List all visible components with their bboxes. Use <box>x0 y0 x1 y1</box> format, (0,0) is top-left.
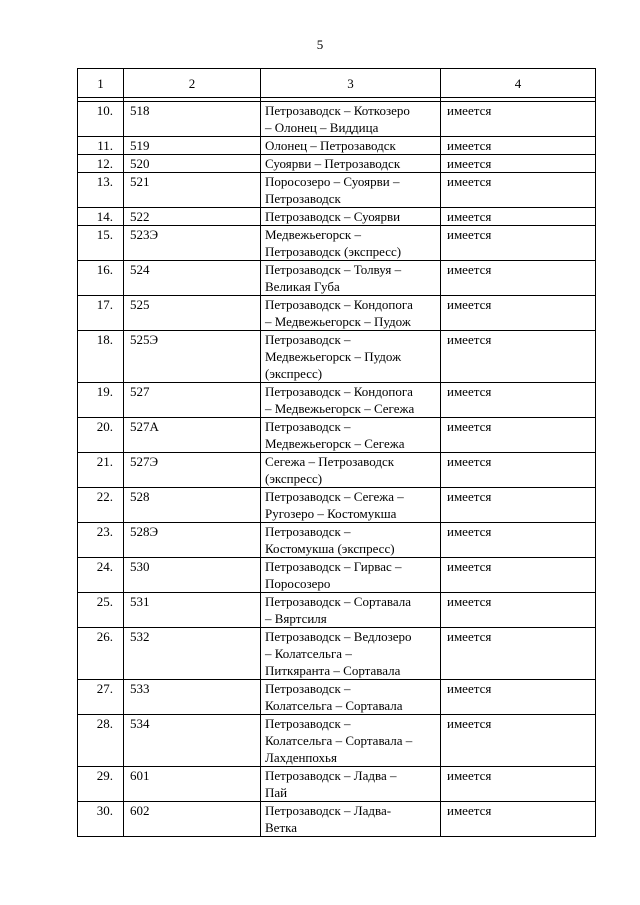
table-row <box>78 628 596 680</box>
route-number-cell: 532 <box>124 628 261 680</box>
page-number: 5 <box>316 37 324 52</box>
status-cell: имеется <box>441 261 596 296</box>
table-row <box>78 137 596 155</box>
route-number-cell: 527Э <box>124 453 261 488</box>
row-number-cell: 10. <box>78 102 124 137</box>
row-number-cell: 22. <box>78 488 124 523</box>
header-col-4: 4 <box>441 69 596 98</box>
status-cell: имеется <box>441 488 596 523</box>
table-row <box>78 383 596 418</box>
row-number-cell: 27. <box>78 680 124 715</box>
row-number-cell: 15. <box>78 226 124 261</box>
status-cell: имеется <box>441 628 596 680</box>
row-number-cell: 21. <box>78 453 124 488</box>
route-name-cell: Петрозаводск – Костомукша (экспресс) <box>261 523 441 558</box>
row-number-cell: 20. <box>78 418 124 453</box>
route-name-cell: Суоярви – Петрозаводск <box>261 155 441 173</box>
status-cell: имеется <box>441 715 596 767</box>
status-cell: имеется <box>441 226 596 261</box>
route-name-cell: Петрозаводск – Колатсельга – Сортавала – Лахденпохья <box>261 715 441 767</box>
row-number-cell: 28. <box>78 715 124 767</box>
row-number-cell: 30. <box>78 802 124 837</box>
route-number-cell: 530 <box>124 558 261 593</box>
header-col-2: 2 <box>124 69 261 98</box>
status-cell: имеется <box>441 137 596 155</box>
route-name-cell: Медвежьегорск – Петрозаводск (экспресс) <box>261 226 441 261</box>
table-row <box>78 155 596 173</box>
table-row <box>78 593 596 628</box>
route-number-cell: 522 <box>124 208 261 226</box>
table-row <box>78 488 596 523</box>
route-number-cell: 525Э <box>124 331 261 383</box>
route-name-cell: Петрозаводск – Гирвас – Поросозеро <box>261 558 441 593</box>
status-cell: имеется <box>441 453 596 488</box>
status-cell: имеется <box>441 593 596 628</box>
row-number-cell: 14. <box>78 208 124 226</box>
status-cell: имеется <box>441 296 596 331</box>
row-number-cell: 17. <box>78 296 124 331</box>
routes-table-body <box>78 69 596 837</box>
table-row <box>78 558 596 593</box>
table-row <box>78 102 596 137</box>
route-name-cell: Петрозаводск – Коткозеро – Олонец – Виддица <box>261 102 441 137</box>
route-name-cell: Петрозаводск – Ладва – Пай <box>261 767 441 802</box>
route-name-cell: Петрозаводск – Толвуя – Великая Губа <box>261 261 441 296</box>
row-number-cell: 26. <box>78 628 124 680</box>
route-number-cell: 601 <box>124 767 261 802</box>
status-cell: имеется <box>441 208 596 226</box>
route-name-cell: Петрозаводск – Медвежьегорск – Пудож (экспресс) <box>261 331 441 383</box>
status-cell: имеется <box>441 173 596 208</box>
table-row <box>78 261 596 296</box>
route-number-cell: 520 <box>124 155 261 173</box>
routes-table <box>77 68 596 837</box>
row-number-cell: 25. <box>78 593 124 628</box>
route-name-cell: Петрозаводск – Сортавала – Вяртсиля <box>261 593 441 628</box>
status-cell: имеется <box>441 418 596 453</box>
table-row <box>78 715 596 767</box>
route-name-cell: Петрозаводск – Ведлозеро – Колатсельга – Питкяранта – Сортавала <box>261 628 441 680</box>
table-row <box>78 208 596 226</box>
table-header-row <box>78 69 596 98</box>
table-row <box>78 418 596 453</box>
table-row <box>78 226 596 261</box>
route-number-cell: 528 <box>124 488 261 523</box>
route-name-cell: Петрозаводск – Ладва- Ветка <box>261 802 441 837</box>
route-name-cell: Петрозаводск – Суоярви <box>261 208 441 226</box>
header-col-3: 3 <box>261 69 441 98</box>
row-number-cell: 23. <box>78 523 124 558</box>
route-name-cell: Олонец – Петрозаводск <box>261 137 441 155</box>
route-number-cell: 519 <box>124 137 261 155</box>
route-name-cell: Поросозеро – Суоярви – Петрозаводск <box>261 173 441 208</box>
route-number-cell: 525 <box>124 296 261 331</box>
route-number-cell: 523Э <box>124 226 261 261</box>
status-cell: имеется <box>441 523 596 558</box>
table-row <box>78 523 596 558</box>
table-row <box>78 173 596 208</box>
route-number-cell: 533 <box>124 680 261 715</box>
status-cell: имеется <box>441 383 596 418</box>
route-number-cell: 528Э <box>124 523 261 558</box>
table-row <box>78 331 596 383</box>
row-number-cell: 24. <box>78 558 124 593</box>
status-cell: имеется <box>441 558 596 593</box>
table-row <box>78 453 596 488</box>
route-name-cell: Петрозаводск – Колатсельга – Сортавала <box>261 680 441 715</box>
table-row <box>78 802 596 837</box>
row-number-cell: 11. <box>78 137 124 155</box>
header-col-1: 1 <box>78 69 124 98</box>
route-number-cell: 527 <box>124 383 261 418</box>
status-cell: имеется <box>441 680 596 715</box>
status-cell: имеется <box>441 767 596 802</box>
row-number-cell: 13. <box>78 173 124 208</box>
route-name-cell: Петрозаводск – Сегежа – Ругозеро – Костомукша <box>261 488 441 523</box>
route-number-cell: 527А <box>124 418 261 453</box>
route-number-cell: 534 <box>124 715 261 767</box>
route-number-cell: 602 <box>124 802 261 837</box>
row-number-cell: 29. <box>78 767 124 802</box>
route-name-cell: Сегежа – Петрозаводск (экспресс) <box>261 453 441 488</box>
row-number-cell: 16. <box>78 261 124 296</box>
route-number-cell: 524 <box>124 261 261 296</box>
row-number-cell: 12. <box>78 155 124 173</box>
route-number-cell: 521 <box>124 173 261 208</box>
row-number-cell: 18. <box>78 331 124 383</box>
route-name-cell: Петрозаводск – Кондопога – Медвежьегорск – Пудож <box>261 296 441 331</box>
route-number-cell: 531 <box>124 593 261 628</box>
route-number-cell: 518 <box>124 102 261 137</box>
status-cell: имеется <box>441 102 596 137</box>
route-name-cell: Петрозаводск – Медвежьегорск – Сегежа <box>261 418 441 453</box>
status-cell: имеется <box>441 331 596 383</box>
status-cell: имеется <box>441 802 596 837</box>
table-row <box>78 296 596 331</box>
row-number-cell: 19. <box>78 383 124 418</box>
table-row <box>78 767 596 802</box>
route-name-cell: Петрозаводск – Кондопога – Медвежьегорск – Сегежа <box>261 383 441 418</box>
status-cell: имеется <box>441 155 596 173</box>
table-row <box>78 680 596 715</box>
